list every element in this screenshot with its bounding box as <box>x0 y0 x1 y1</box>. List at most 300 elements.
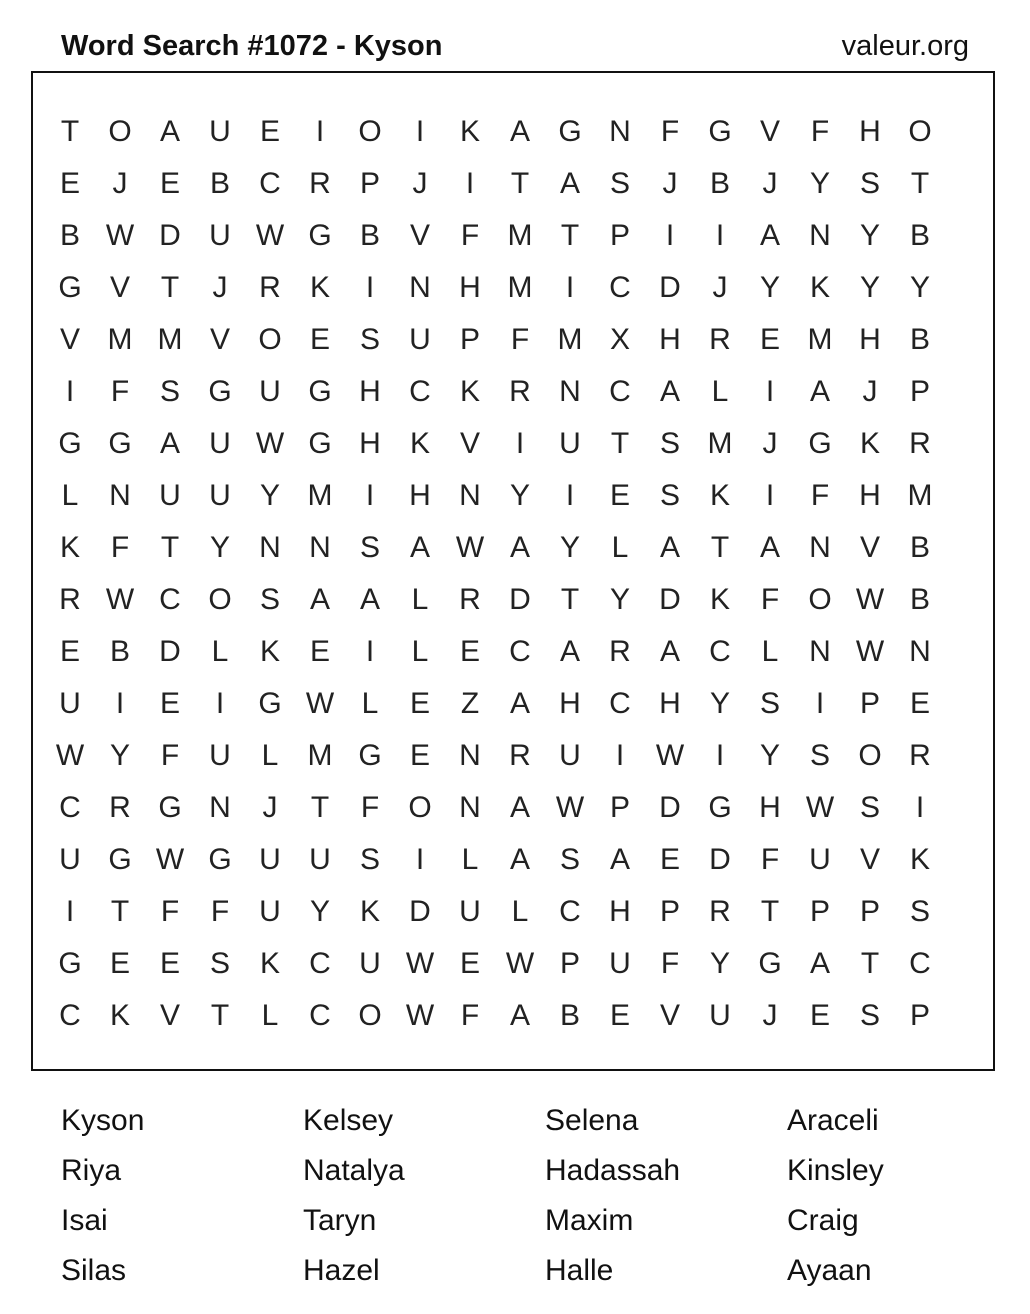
grid-cell[interactable]: G <box>208 375 232 408</box>
grid-cell[interactable]: I <box>365 635 375 668</box>
grid-cell[interactable]: U <box>709 999 731 1032</box>
grid-cell[interactable]: Y <box>709 947 730 980</box>
grid-cell[interactable]: G <box>358 739 382 772</box>
grid-cell[interactable]: C <box>709 635 731 668</box>
grid-cell[interactable]: P <box>609 791 630 824</box>
grid-cell[interactable]: N <box>609 115 631 148</box>
grid-cell[interactable]: F <box>160 739 180 772</box>
grid-cell[interactable]: A <box>659 375 680 408</box>
grid-cell[interactable]: I <box>215 687 225 720</box>
grid-cell[interactable]: X <box>609 323 630 356</box>
grid-cell[interactable]: R <box>259 271 281 304</box>
grid-cell[interactable]: S <box>359 843 380 876</box>
grid-cell[interactable]: M <box>557 323 583 356</box>
grid-cell[interactable]: I <box>815 687 825 720</box>
grid-cell[interactable]: I <box>515 427 525 460</box>
grid-cell[interactable]: I <box>65 895 75 928</box>
grid-cell[interactable]: F <box>660 115 680 148</box>
grid-cell[interactable]: O <box>258 323 282 356</box>
grid-cell[interactable]: V <box>209 323 230 356</box>
grid-cell[interactable]: R <box>909 739 931 772</box>
grid-cell[interactable]: B <box>109 635 130 668</box>
grid-cell[interactable]: N <box>909 635 931 668</box>
grid-cell[interactable]: G <box>308 427 332 460</box>
grid-cell[interactable]: T <box>510 167 530 200</box>
grid-cell[interactable]: A <box>659 531 680 564</box>
grid-cell[interactable]: A <box>159 115 180 148</box>
grid-cell[interactable]: N <box>109 479 131 512</box>
grid-cell[interactable]: E <box>459 947 480 980</box>
grid-cell[interactable]: L <box>361 687 379 720</box>
grid-cell[interactable]: A <box>559 635 580 668</box>
grid-cell[interactable]: W <box>105 583 135 616</box>
grid-cell[interactable]: K <box>59 531 80 564</box>
grid-cell[interactable]: I <box>365 479 375 512</box>
grid-cell[interactable]: T <box>110 895 130 928</box>
grid-cell[interactable]: B <box>909 531 930 564</box>
grid-cell[interactable]: D <box>709 843 731 876</box>
grid-cell[interactable]: U <box>609 947 631 980</box>
grid-cell[interactable]: V <box>659 999 680 1032</box>
grid-cell[interactable]: A <box>509 843 530 876</box>
grid-cell[interactable]: M <box>807 323 833 356</box>
grid-cell[interactable]: I <box>915 791 925 824</box>
grid-cell[interactable]: T <box>60 115 80 148</box>
grid-cell[interactable]: F <box>660 947 680 980</box>
grid-cell[interactable]: S <box>259 583 280 616</box>
grid-cell[interactable]: K <box>259 635 280 668</box>
grid-cell[interactable]: U <box>59 843 81 876</box>
grid-cell[interactable]: K <box>859 427 880 460</box>
grid-cell[interactable]: F <box>160 895 180 928</box>
grid-cell[interactable]: G <box>558 115 582 148</box>
grid-cell[interactable]: W <box>805 791 835 824</box>
grid-cell[interactable]: L <box>261 739 279 772</box>
grid-cell[interactable]: C <box>609 687 631 720</box>
grid-cell[interactable]: A <box>559 167 580 200</box>
grid-cell[interactable]: O <box>208 583 232 616</box>
grid-cell[interactable]: U <box>559 739 581 772</box>
grid-cell[interactable]: E <box>159 167 180 200</box>
grid-cell[interactable]: Y <box>759 739 780 772</box>
grid-cell[interactable]: E <box>59 635 80 668</box>
grid-cell[interactable]: S <box>359 323 380 356</box>
grid-cell[interactable]: J <box>862 375 878 408</box>
grid-cell[interactable]: B <box>559 999 580 1032</box>
grid-cell[interactable]: A <box>409 531 430 564</box>
grid-cell[interactable]: C <box>409 375 431 408</box>
grid-cell[interactable]: R <box>109 791 131 824</box>
grid-cell[interactable]: B <box>359 219 380 252</box>
grid-cell[interactable]: T <box>710 531 730 564</box>
grid-cell[interactable]: S <box>909 895 930 928</box>
grid-cell[interactable]: S <box>209 947 230 980</box>
grid-cell[interactable]: N <box>809 635 831 668</box>
grid-cell[interactable]: D <box>409 895 431 928</box>
grid-cell[interactable]: P <box>909 999 930 1032</box>
grid-cell[interactable]: V <box>859 531 880 564</box>
grid-cell[interactable]: B <box>59 219 80 252</box>
grid-cell[interactable]: T <box>760 895 780 928</box>
grid-cell[interactable]: V <box>409 219 430 252</box>
grid-cell[interactable]: M <box>907 479 933 512</box>
grid-cell[interactable]: F <box>210 895 230 928</box>
grid-cell[interactable]: T <box>610 427 630 460</box>
grid-cell[interactable]: A <box>159 427 180 460</box>
grid-cell[interactable]: P <box>859 895 880 928</box>
grid-cell[interactable]: H <box>859 479 881 512</box>
grid-cell[interactable]: O <box>408 791 432 824</box>
grid-cell[interactable]: Y <box>859 271 880 304</box>
grid-cell[interactable]: C <box>59 791 81 824</box>
grid-cell[interactable]: I <box>415 115 425 148</box>
grid-cell[interactable]: P <box>559 947 580 980</box>
grid-cell[interactable]: R <box>309 167 331 200</box>
grid-cell[interactable]: U <box>59 687 81 720</box>
grid-cell[interactable]: F <box>810 479 830 512</box>
grid-cell[interactable]: V <box>859 843 880 876</box>
grid-cell[interactable]: S <box>859 167 880 200</box>
grid-cell[interactable]: G <box>308 375 332 408</box>
grid-cell[interactable]: O <box>858 739 882 772</box>
grid-cell[interactable]: L <box>261 999 279 1032</box>
grid-cell[interactable]: E <box>809 999 830 1032</box>
grid-cell[interactable]: M <box>107 323 133 356</box>
grid-cell[interactable]: H <box>559 687 581 720</box>
grid-cell[interactable]: A <box>759 531 780 564</box>
grid-cell[interactable]: K <box>459 375 480 408</box>
grid-cell[interactable]: M <box>307 739 333 772</box>
grid-cell[interactable]: I <box>65 375 75 408</box>
grid-cell[interactable]: W <box>655 739 685 772</box>
grid-cell[interactable]: K <box>359 895 380 928</box>
grid-cell[interactable]: G <box>708 791 732 824</box>
grid-cell[interactable]: W <box>405 947 435 980</box>
grid-cell[interactable]: G <box>58 947 82 980</box>
grid-cell[interactable]: H <box>859 115 881 148</box>
grid-cell[interactable]: H <box>609 895 631 928</box>
grid-cell[interactable]: Y <box>209 531 230 564</box>
grid-cell[interactable]: U <box>209 115 231 148</box>
grid-cell[interactable]: Y <box>759 271 780 304</box>
grid-cell[interactable]: P <box>609 219 630 252</box>
grid-cell[interactable]: C <box>59 999 81 1032</box>
grid-cell[interactable]: A <box>509 115 530 148</box>
grid-cell[interactable]: R <box>909 427 931 460</box>
grid-cell[interactable]: I <box>765 479 775 512</box>
grid-cell[interactable]: M <box>507 219 533 252</box>
grid-cell[interactable]: J <box>112 167 128 200</box>
grid-cell[interactable]: H <box>659 687 681 720</box>
grid-cell[interactable]: U <box>259 895 281 928</box>
grid-cell[interactable]: R <box>709 895 731 928</box>
grid-cell[interactable]: L <box>461 843 479 876</box>
grid-cell[interactable]: G <box>808 427 832 460</box>
grid-cell[interactable]: C <box>159 583 181 616</box>
grid-cell[interactable]: I <box>715 219 725 252</box>
grid-cell[interactable]: E <box>109 947 130 980</box>
grid-cell[interactable]: O <box>808 583 832 616</box>
grid-cell[interactable]: A <box>759 219 780 252</box>
grid-cell[interactable]: Y <box>909 271 930 304</box>
grid-cell[interactable]: I <box>615 739 625 772</box>
grid-cell[interactable]: B <box>909 219 930 252</box>
grid-cell[interactable]: S <box>859 999 880 1032</box>
grid-cell[interactable]: S <box>659 427 680 460</box>
grid-cell[interactable]: Y <box>309 895 330 928</box>
grid-cell[interactable]: C <box>259 167 281 200</box>
grid-cell[interactable]: E <box>309 323 330 356</box>
grid-cell[interactable]: B <box>909 323 930 356</box>
grid-cell[interactable]: J <box>212 271 228 304</box>
grid-cell[interactable]: I <box>715 739 725 772</box>
grid-cell[interactable]: W <box>305 687 335 720</box>
grid-cell[interactable]: F <box>110 531 130 564</box>
grid-cell[interactable]: D <box>659 583 681 616</box>
grid-cell[interactable]: W <box>505 947 535 980</box>
grid-cell[interactable]: J <box>412 167 428 200</box>
grid-cell[interactable]: I <box>565 271 575 304</box>
grid-cell[interactable]: D <box>659 271 681 304</box>
grid-cell[interactable]: I <box>415 843 425 876</box>
grid-cell[interactable]: U <box>359 947 381 980</box>
grid-cell[interactable]: L <box>211 635 229 668</box>
grid-cell[interactable]: N <box>809 219 831 252</box>
grid-cell[interactable]: D <box>659 791 681 824</box>
grid-cell[interactable]: F <box>460 999 480 1032</box>
grid-cell[interactable]: E <box>59 167 80 200</box>
grid-cell[interactable]: D <box>159 635 181 668</box>
grid-cell[interactable]: W <box>155 843 185 876</box>
grid-cell[interactable]: P <box>859 687 880 720</box>
grid-cell[interactable]: N <box>309 531 331 564</box>
grid-cell[interactable]: P <box>359 167 380 200</box>
grid-cell[interactable]: M <box>157 323 183 356</box>
grid-cell[interactable]: A <box>809 375 830 408</box>
grid-cell[interactable]: I <box>365 271 375 304</box>
grid-cell[interactable]: P <box>809 895 830 928</box>
grid-cell[interactable]: V <box>109 271 130 304</box>
grid-cell[interactable]: L <box>611 531 629 564</box>
grid-cell[interactable]: H <box>459 271 481 304</box>
grid-cell[interactable]: A <box>659 635 680 668</box>
grid-cell[interactable]: G <box>258 687 282 720</box>
grid-cell[interactable]: N <box>459 479 481 512</box>
grid-cell[interactable]: E <box>909 687 930 720</box>
grid-cell[interactable]: E <box>659 843 680 876</box>
grid-cell[interactable]: P <box>909 375 930 408</box>
grid-cell[interactable]: E <box>409 739 430 772</box>
grid-cell[interactable]: U <box>259 375 281 408</box>
grid-cell[interactable]: S <box>659 479 680 512</box>
grid-cell[interactable]: O <box>358 115 382 148</box>
grid-cell[interactable]: Y <box>509 479 530 512</box>
grid-cell[interactable]: K <box>309 271 330 304</box>
grid-cell[interactable]: Y <box>609 583 630 616</box>
grid-cell[interactable]: C <box>609 375 631 408</box>
grid-cell[interactable]: U <box>459 895 481 928</box>
grid-cell[interactable]: O <box>908 115 932 148</box>
grid-cell[interactable]: G <box>758 947 782 980</box>
grid-cell[interactable]: U <box>209 739 231 772</box>
grid-cell[interactable]: A <box>509 791 530 824</box>
grid-cell[interactable]: H <box>359 375 381 408</box>
grid-cell[interactable]: T <box>560 219 580 252</box>
grid-cell[interactable]: W <box>255 427 285 460</box>
grid-cell[interactable]: E <box>459 635 480 668</box>
grid-cell[interactable]: H <box>409 479 431 512</box>
grid-cell[interactable]: H <box>359 427 381 460</box>
grid-cell[interactable]: Z <box>460 687 480 720</box>
grid-cell[interactable]: C <box>309 947 331 980</box>
grid-cell[interactable]: V <box>59 323 80 356</box>
grid-cell[interactable]: M <box>707 427 733 460</box>
grid-cell[interactable]: W <box>855 635 885 668</box>
grid-cell[interactable]: J <box>712 271 728 304</box>
grid-cell[interactable]: C <box>609 271 631 304</box>
grid-cell[interactable]: U <box>809 843 831 876</box>
grid-cell[interactable]: V <box>759 115 780 148</box>
grid-cell[interactable]: N <box>809 531 831 564</box>
grid-cell[interactable]: M <box>307 479 333 512</box>
grid-cell[interactable]: Y <box>859 219 880 252</box>
grid-cell[interactable]: Y <box>559 531 580 564</box>
grid-cell[interactable]: A <box>509 687 530 720</box>
grid-cell[interactable]: T <box>210 999 230 1032</box>
grid-cell[interactable]: A <box>609 843 630 876</box>
grid-cell[interactable]: E <box>609 479 630 512</box>
grid-cell[interactable]: N <box>459 739 481 772</box>
grid-cell[interactable]: E <box>259 115 280 148</box>
grid-cell[interactable]: R <box>509 375 531 408</box>
grid-cell[interactable]: L <box>511 895 529 928</box>
grid-cell[interactable]: V <box>459 427 480 460</box>
grid-cell[interactable]: J <box>262 791 278 824</box>
grid-cell[interactable]: M <box>507 271 533 304</box>
grid-cell[interactable]: K <box>909 843 930 876</box>
grid-cell[interactable]: C <box>509 635 531 668</box>
grid-cell[interactable]: L <box>411 583 429 616</box>
grid-cell[interactable]: R <box>459 583 481 616</box>
grid-cell[interactable]: A <box>509 999 530 1032</box>
grid-cell[interactable]: U <box>209 479 231 512</box>
grid-cell[interactable]: U <box>409 323 431 356</box>
grid-cell[interactable]: U <box>259 843 281 876</box>
grid-cell[interactable]: J <box>762 167 778 200</box>
grid-cell[interactable]: Y <box>809 167 830 200</box>
grid-cell[interactable]: S <box>759 687 780 720</box>
grid-cell[interactable]: N <box>259 531 281 564</box>
grid-cell[interactable]: B <box>709 167 730 200</box>
grid-cell[interactable]: Y <box>259 479 280 512</box>
grid-cell[interactable]: A <box>309 583 330 616</box>
grid-cell[interactable]: C <box>559 895 581 928</box>
grid-cell[interactable]: G <box>108 427 132 460</box>
grid-cell[interactable]: U <box>209 427 231 460</box>
grid-cell[interactable]: T <box>860 947 880 980</box>
grid-cell[interactable]: N <box>459 791 481 824</box>
grid-cell[interactable]: G <box>58 427 82 460</box>
grid-cell[interactable]: F <box>110 375 130 408</box>
grid-cell[interactable]: I <box>465 167 475 200</box>
grid-cell[interactable]: G <box>58 271 82 304</box>
grid-cell[interactable]: W <box>555 791 585 824</box>
grid-cell[interactable]: S <box>359 531 380 564</box>
grid-cell[interactable]: T <box>310 791 330 824</box>
grid-cell[interactable]: K <box>459 115 480 148</box>
grid-cell[interactable]: L <box>711 375 729 408</box>
grid-cell[interactable]: A <box>809 947 830 980</box>
grid-cell[interactable]: G <box>208 843 232 876</box>
grid-cell[interactable]: E <box>759 323 780 356</box>
grid-cell[interactable]: L <box>61 479 79 512</box>
grid-cell[interactable]: K <box>109 999 130 1032</box>
grid-cell[interactable]: H <box>859 323 881 356</box>
grid-cell[interactable]: C <box>309 999 331 1032</box>
grid-cell[interactable]: S <box>809 739 830 772</box>
grid-cell[interactable]: R <box>509 739 531 772</box>
grid-cell[interactable]: U <box>309 843 331 876</box>
grid-cell[interactable]: T <box>910 167 930 200</box>
grid-cell[interactable]: H <box>759 791 781 824</box>
grid-cell[interactable]: F <box>760 843 780 876</box>
grid-cell[interactable]: N <box>409 271 431 304</box>
grid-cell[interactable]: W <box>55 739 85 772</box>
grid-cell[interactable]: R <box>59 583 81 616</box>
grid-cell[interactable]: S <box>159 375 180 408</box>
grid-cell[interactable]: I <box>315 115 325 148</box>
grid-cell[interactable]: K <box>409 427 430 460</box>
grid-cell[interactable]: T <box>160 531 180 564</box>
grid-cell[interactable]: F <box>360 791 380 824</box>
grid-cell[interactable]: J <box>762 999 778 1032</box>
grid-cell[interactable]: W <box>105 219 135 252</box>
grid-cell[interactable]: L <box>761 635 779 668</box>
grid-cell[interactable]: V <box>159 999 180 1032</box>
grid-cell[interactable]: O <box>358 999 382 1032</box>
grid-cell[interactable]: U <box>209 219 231 252</box>
grid-cell[interactable]: G <box>708 115 732 148</box>
grid-cell[interactable]: H <box>659 323 681 356</box>
grid-cell[interactable]: F <box>760 583 780 616</box>
grid-cell[interactable]: B <box>909 583 930 616</box>
grid-cell[interactable]: G <box>108 843 132 876</box>
grid-cell[interactable]: I <box>115 687 125 720</box>
grid-cell[interactable]: N <box>559 375 581 408</box>
grid-cell[interactable]: K <box>709 583 730 616</box>
grid-cell[interactable]: F <box>810 115 830 148</box>
grid-cell[interactable]: Y <box>709 687 730 720</box>
grid-cell[interactable]: E <box>409 687 430 720</box>
grid-cell[interactable]: A <box>509 531 530 564</box>
grid-cell[interactable]: R <box>709 323 731 356</box>
grid-cell[interactable]: G <box>308 219 332 252</box>
grid-cell[interactable]: R <box>609 635 631 668</box>
grid-cell[interactable]: U <box>159 479 181 512</box>
grid-cell[interactable]: F <box>510 323 530 356</box>
grid-cell[interactable]: U <box>559 427 581 460</box>
grid-cell[interactable]: P <box>659 895 680 928</box>
grid-cell[interactable]: A <box>359 583 380 616</box>
grid-cell[interactable]: Y <box>109 739 130 772</box>
grid-cell[interactable]: I <box>665 219 675 252</box>
grid-cell[interactable]: B <box>209 167 230 200</box>
grid-cell[interactable]: E <box>309 635 330 668</box>
grid-cell[interactable]: E <box>609 999 630 1032</box>
grid-cell[interactable]: K <box>709 479 730 512</box>
grid-cell[interactable]: O <box>108 115 132 148</box>
grid-cell[interactable]: S <box>859 791 880 824</box>
